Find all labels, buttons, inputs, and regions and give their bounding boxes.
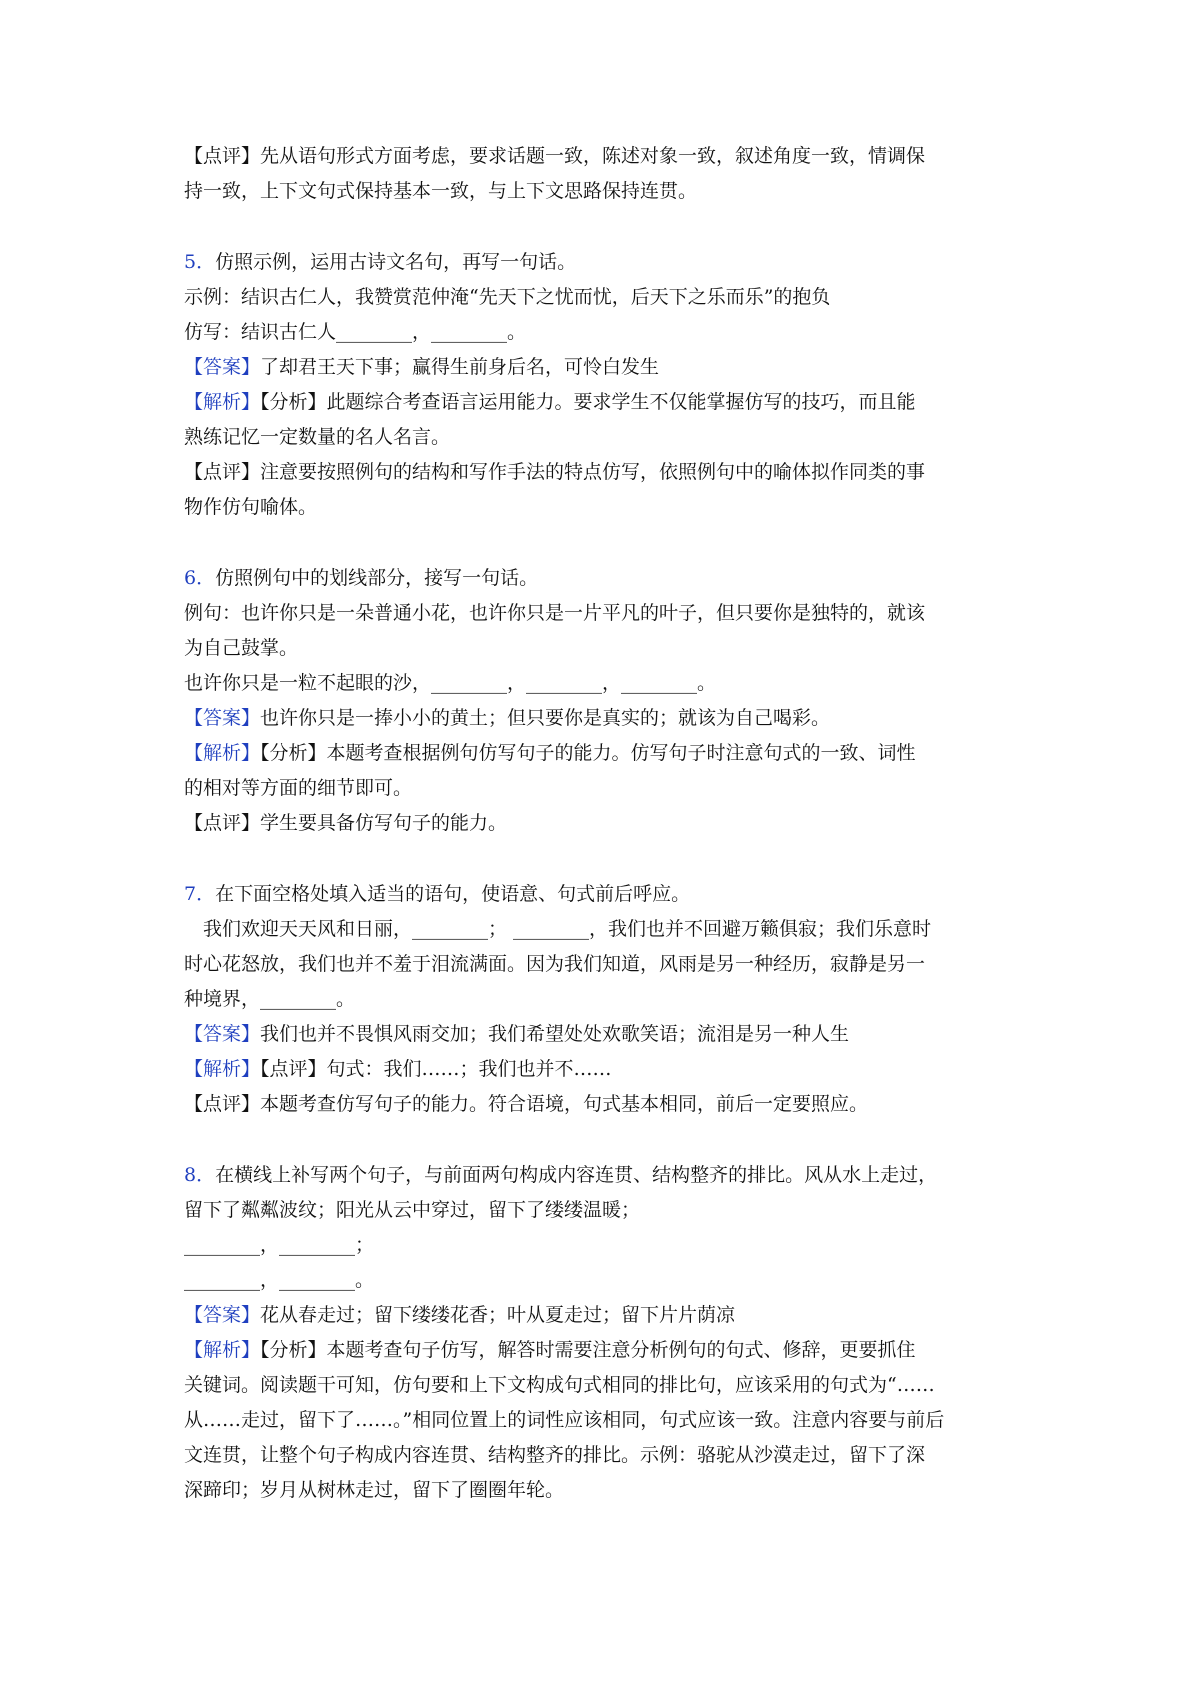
q6-example-line-1: 例句：也许你只是一朵普通小花，也许你只是一片平凡的叶子，但只要你是独特的，就该 (184, 602, 926, 624)
q5-analysis-line-1 (184, 385, 1024, 420)
analysis-text: 【分析】此题综合考查语言运用能力。要求学生不仅能掌握仿写的技巧，而且能 (260, 391, 916, 413)
analysis-text: 【点评】句式：我们……；我们也并不…… (260, 1058, 612, 1080)
q6-answer (184, 701, 1024, 736)
question-stem: 仿照示例，运用古诗文名句，再写一句话。 (215, 251, 577, 273)
q6-comment (184, 806, 1024, 841)
q8-stem-line-1 (184, 1158, 1024, 1193)
answer-text: 了却君王天下事；赢得生前身后名，可怜白发生 (260, 356, 660, 378)
answer-tag: 【答案】 (184, 707, 261, 729)
q8-analysis-line-4: 文连贯，让整个句子构成内容连贯、结构整齐的排比。示例：骆驼从沙漠走过，留下了深 (184, 1444, 926, 1466)
q4-comment-line-2: 持一致，上下文句式保持基本一致，与上下文思路保持连贯。 (184, 180, 698, 202)
question-stem: 在下面空格处填入适当的语句，使语意、句式前后呼应。 (215, 883, 691, 905)
q5-imitate: 仿写：结识古仁人________，________。 (184, 321, 527, 343)
q5-comment-line-2: 物作仿句喻体。 (184, 496, 318, 518)
analysis-tag: 【解析】 (184, 391, 261, 413)
q8-answer (184, 1298, 1024, 1333)
q7-stem (184, 877, 1024, 912)
analysis-tag: 【解析】 (184, 1058, 261, 1080)
analysis-tag: 【解析】 (184, 742, 261, 764)
comment-text: 先从语句形式方面考虑，要求话题一致，陈述对象一致，叙述角度一致，情调保 (260, 145, 926, 167)
document-page (184, 139, 1024, 1508)
q8-blank-line-2: ________，________。 (184, 1269, 375, 1291)
comment-tag: 【点评】 (184, 461, 261, 483)
q8-blank-line-1: ________，________； (184, 1234, 375, 1256)
q5-analysis-line-2: 熟练记忆一定数量的名人名言。 (184, 426, 451, 448)
q7-answer (184, 1017, 1024, 1052)
analysis-tag: 【解析】 (184, 1339, 261, 1361)
q8-stem-line-2: 留下了粼粼波纹；阳光从云中穿过，留下了缕缕温暖； (184, 1199, 641, 1221)
question-stem: 在横线上补写两个句子，与前面两句构成内容连贯、结构整齐的排比。风从水上走过， (215, 1164, 938, 1186)
answer-text: 花从春走过；留下缕缕花香；叶从夏走过；留下片片荫凉 (260, 1304, 736, 1326)
comment-tag: 【点评】 (184, 812, 261, 834)
q8-analysis-line-5: 深蹄印；岁月从树林走过，留下了圈圈年轮。 (184, 1479, 565, 1501)
q6-stem (184, 561, 1024, 596)
question-number: 7． (184, 883, 216, 905)
comment-text: 注意要按照例句的结构和写作手法的特点仿写，依照例句中的喻体拟作同类的事 (260, 461, 926, 483)
q8-analysis-line-2: 关键词。阅读题干可知，仿句要和上下文构成句式相同的排比句，应该采用的句式为“…… (184, 1374, 935, 1396)
q7-text-line-3: 种境界，________。 (184, 988, 356, 1010)
question-number: 6． (184, 567, 216, 589)
q7-text-line-2: 时心花怒放，我们也并不羞于泪流满面。因为我们知道，风雨是另一种经历，寂静是另一 (184, 953, 926, 975)
analysis-text: 【分析】本题考查句子仿写，解答时需要注意分析例句的句式、修辞，更要抓住 (260, 1339, 916, 1361)
answer-text: 我们也并不畏惧风雨交加；我们希望处处欢歌笑语；流泪是另一种人生 (260, 1023, 850, 1045)
answer-tag: 【答案】 (184, 1304, 261, 1326)
q6-prompt: 也许你只是一粒不起眼的沙，________，________，________。 (184, 672, 717, 694)
answer-tag: 【答案】 (184, 356, 261, 378)
q6-analysis-line-1 (184, 736, 1024, 771)
question-stem: 仿照例句中的划线部分，接写一句话。 (215, 567, 539, 589)
q8-analysis-line-3: 从……走过，留下了……。”相同位置上的词性应该相同，句式应该一致。注意内容要与前后 (184, 1409, 945, 1431)
comment-tag: 【点评】 (184, 1093, 261, 1115)
q4-comment-line-1 (184, 139, 1024, 174)
question-number: 8． (184, 1164, 216, 1186)
q7-text-line-1: 我们欢迎天天风和日丽，________； ________，我们也并不回避万籁俱寂；我们乐意时 (203, 918, 932, 940)
q5-stem (184, 245, 1024, 280)
q8-analysis-line-1 (184, 1333, 1024, 1368)
comment-tag: 【点评】 (184, 145, 261, 167)
q6-analysis-line-2: 的相对等方面的细节即可。 (184, 777, 413, 799)
analysis-text: 【分析】本题考查根据例句仿写句子的能力。仿写句子时注意句式的一致、词性 (260, 742, 916, 764)
q7-analysis (184, 1052, 1024, 1087)
answer-text: 也许你只是一捧小小的黄土；但只要你是真实的；就该为自己喝彩。 (260, 707, 831, 729)
q6-example-line-2: 为自己鼓掌。 (184, 637, 299, 659)
answer-tag: 【答案】 (184, 1023, 261, 1045)
q5-answer (184, 350, 1024, 385)
comment-text: 本题考查仿写句子的能力。符合语境，句式基本相同，前后一定要照应。 (260, 1093, 869, 1115)
q5-comment-line-1 (184, 455, 1024, 490)
q5-example: 示例：结识古仁人，我赞赏范仲淹“先天下之忧而忧，后天下之乐而乐”的抱负 (184, 286, 831, 308)
question-number: 5． (184, 251, 216, 273)
q7-comment (184, 1087, 1024, 1122)
comment-text: 学生要具备仿写句子的能力。 (260, 812, 508, 834)
